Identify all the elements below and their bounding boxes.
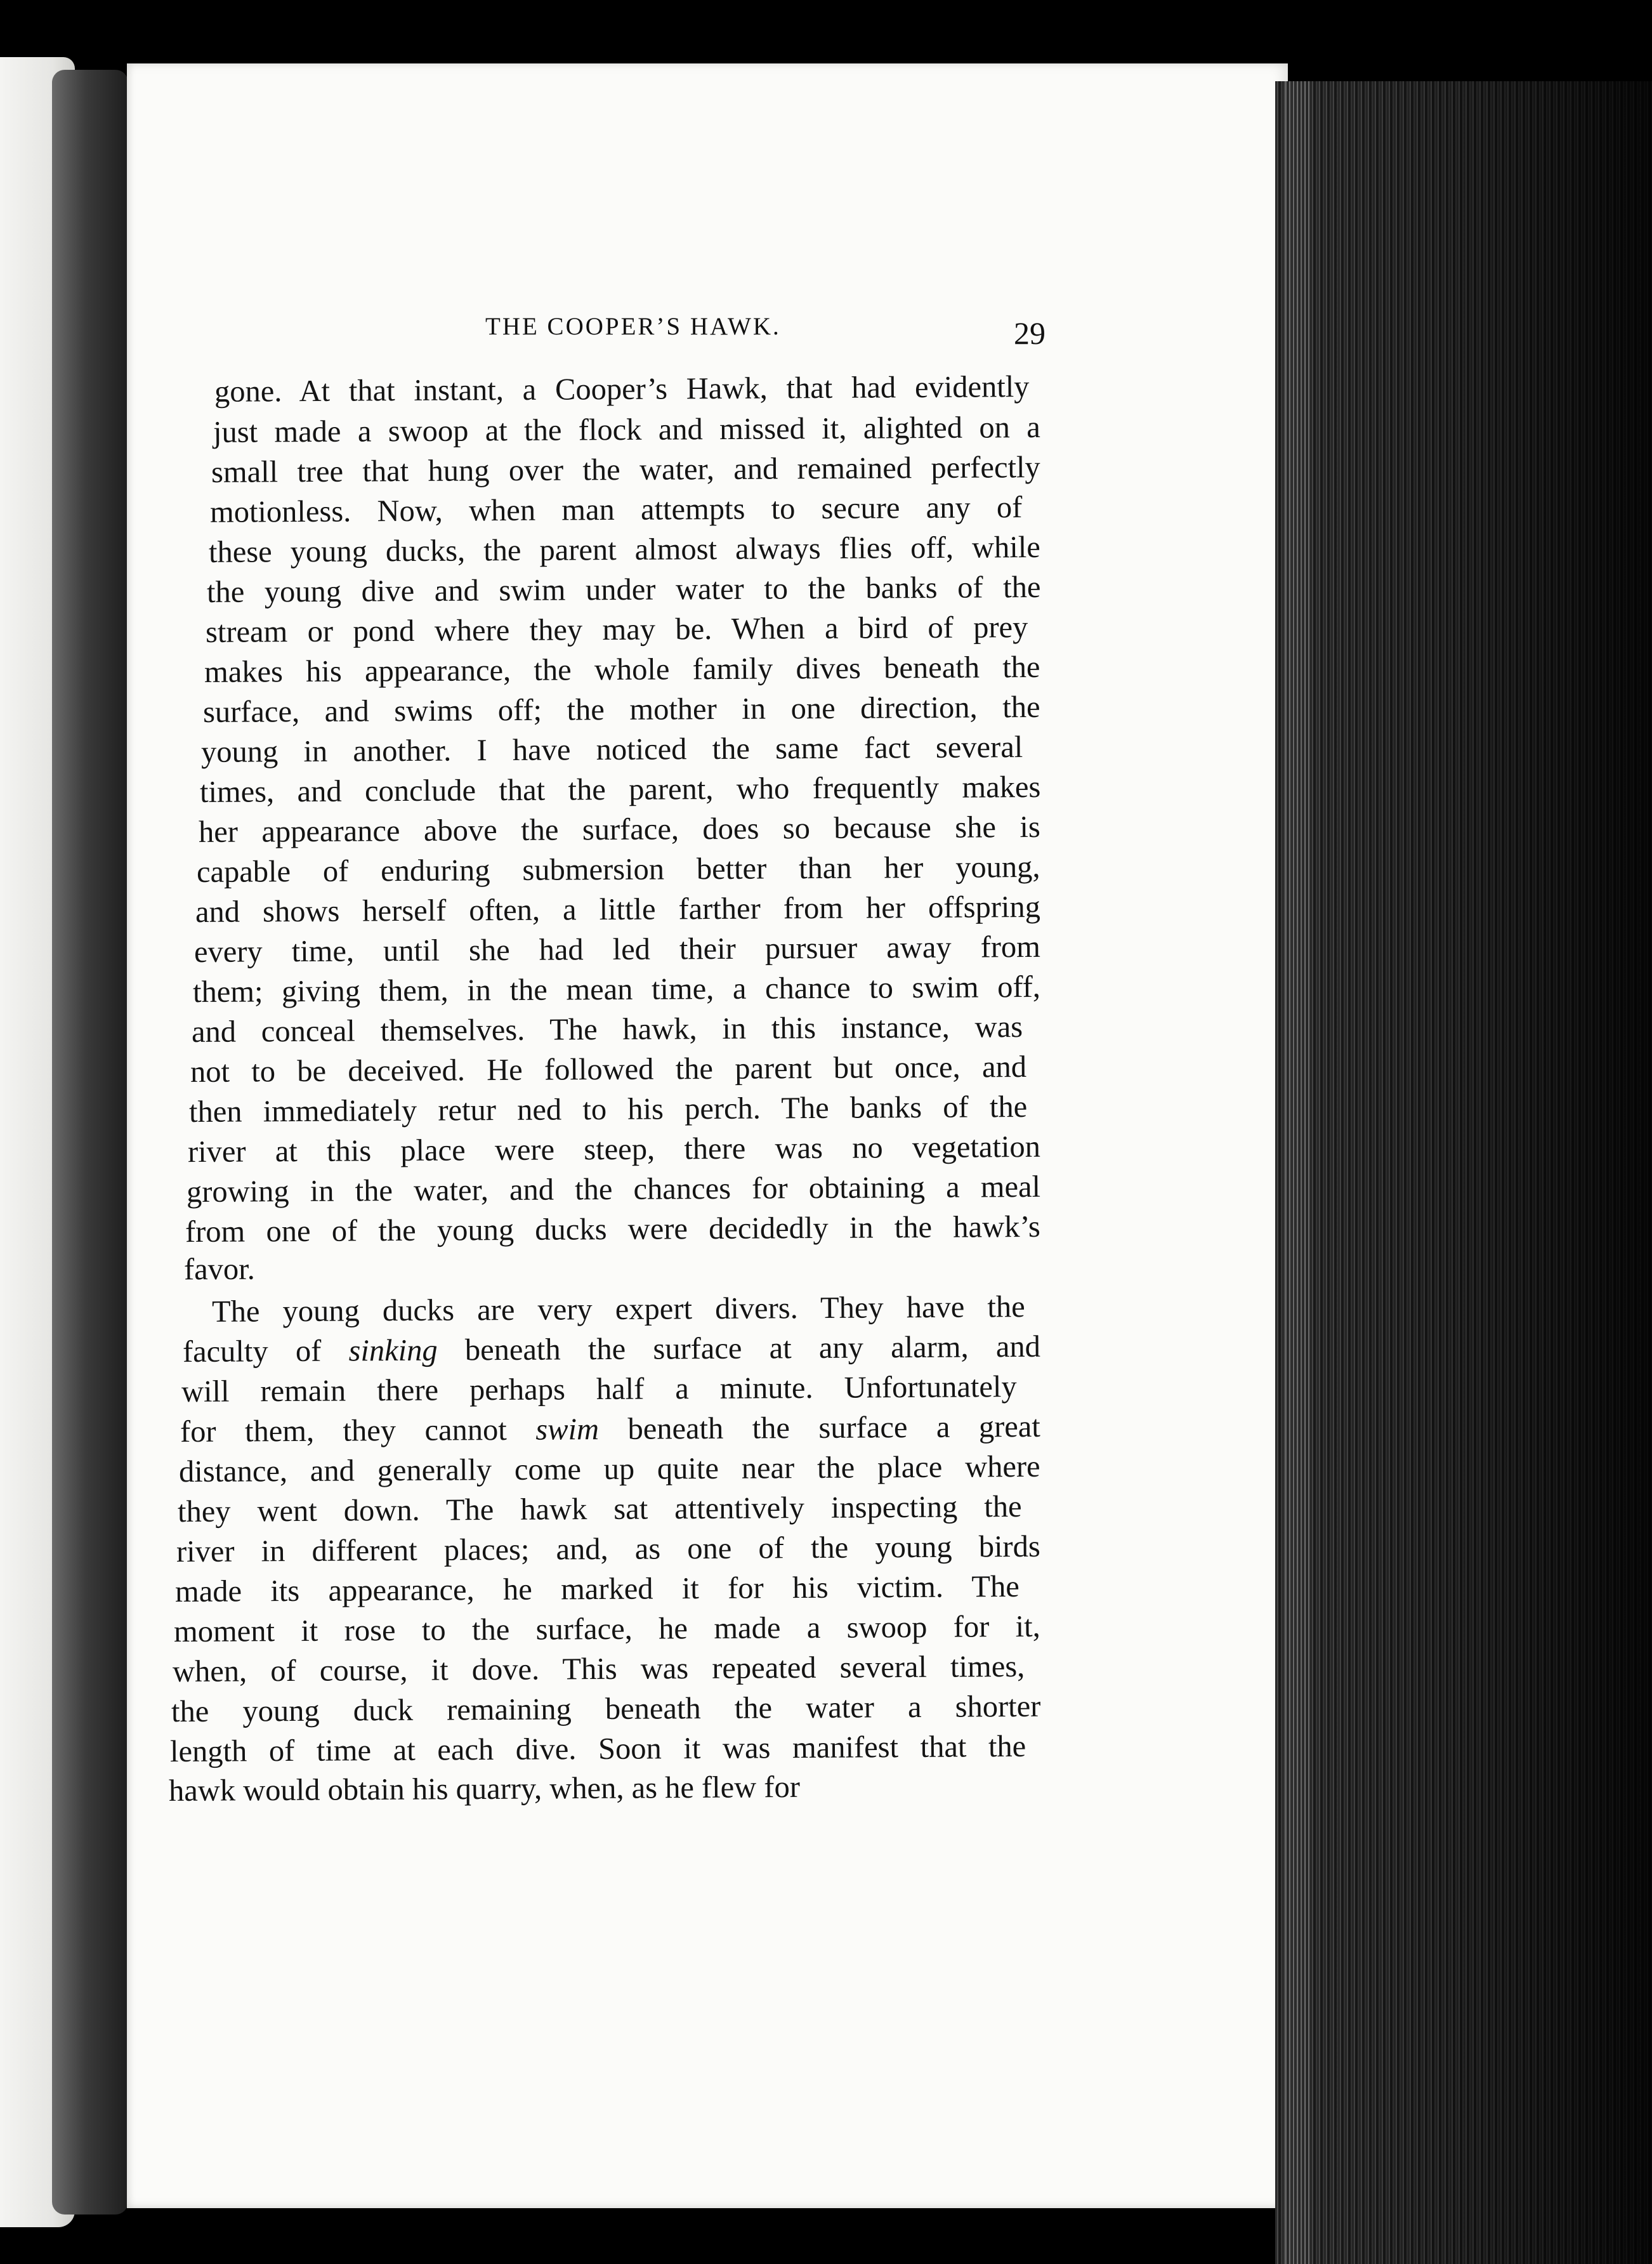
text-line: young in another. I have noticed the same fact several xyxy=(200,730,1023,769)
text-line: and conceal themselves. The hawk, in this instance, was xyxy=(191,1010,1023,1050)
text-line: motionless. Now, when man attempts to secure any of xyxy=(209,490,1023,529)
text-line: growing in the water, and the chances for obtaining a meal xyxy=(186,1169,1041,1209)
text-line: length of time at each dive. Soon it was manifest that the xyxy=(169,1729,1026,1769)
text-line: every time, until she had led their pursuer away from xyxy=(193,930,1041,970)
running-head: THE COOPER’S HAWK. xyxy=(485,313,781,340)
page-number: 29 xyxy=(1014,315,1046,351)
text-line: The young ducks are very expert divers. They have the xyxy=(211,1290,1025,1329)
text-line: them; giving them, in the mean time, a chance to swim off, xyxy=(192,970,1041,1010)
text-line: her appearance above the surface, does so because she is xyxy=(198,810,1040,850)
text-line: they went down. The hawk sat attentively inspecting the xyxy=(177,1489,1022,1529)
text-line: not to be deceived. He followed the parent but once, and xyxy=(190,1050,1027,1089)
text-line: river at this place were steep, there was no vegetation xyxy=(187,1129,1041,1169)
text-line: made its appearance, he marked it for his victim. The xyxy=(174,1569,1020,1609)
text-line: small tree that hung over the water, and remained perfectly xyxy=(211,451,1040,489)
text-line: just made a swoop at the flock and missed it, alighted on a xyxy=(213,411,1040,449)
text-run: beneath the surface a great xyxy=(598,1409,1040,1447)
text-line: will remain there perhaps half a minute. Unfortunately xyxy=(181,1369,1017,1409)
page-edges-shadow xyxy=(1275,81,1652,2264)
text-line: then immediately retur ned to his perch. The banks of the xyxy=(188,1089,1028,1129)
text-line: these young ducks, the parent almost always flies off, while xyxy=(208,530,1040,570)
book-gutter xyxy=(52,70,128,2215)
italic-word: swim xyxy=(535,1412,600,1447)
text-line: the young dive and swim under water to the banks of the xyxy=(206,570,1041,610)
text-line: moment it rose to the surface, he made a swoop for it, xyxy=(173,1609,1040,1649)
text-line: surface, and swims off; the mother in one direction, the xyxy=(202,690,1040,730)
text-line: distance, and generally come up quite near the place where xyxy=(178,1449,1040,1489)
text-line: the young duck remaining beneath the water a shorter xyxy=(171,1689,1041,1729)
text-line: times, and conclude that the parent, who frequently makes xyxy=(199,770,1041,810)
text-run: faculty of xyxy=(182,1334,349,1369)
text-line: from one of the young ducks were decidedly in the hawk’s xyxy=(185,1209,1040,1249)
text-line: favor. xyxy=(183,1252,255,1287)
text-line xyxy=(180,1409,1040,1449)
italic-word: sinking xyxy=(348,1333,438,1368)
text-line: capable of enduring submersion better than her young, xyxy=(196,850,1040,890)
text-line: gone. At that instant, a Cooper’s Hawk, that had evidently xyxy=(214,370,1030,409)
text-line: stream or pond where they may be. When a bird of prey xyxy=(205,610,1028,649)
text-line: river in different places; and, as one of the young birds xyxy=(176,1529,1040,1569)
text-line: makes his appearance, the whole family dives beneath the xyxy=(204,650,1040,690)
text-line: and shows herself often, a little farther from her offspring xyxy=(195,890,1041,930)
text-run: beneath the surface at any alarm, and xyxy=(437,1329,1041,1367)
text-run: for them, they cannot xyxy=(180,1412,536,1449)
text-line: hawk would obtain his quarry, when, as he flew for xyxy=(168,1770,801,1808)
text-line xyxy=(182,1329,1041,1369)
text-line: when, of course, it dove. This was repeated several times, xyxy=(172,1649,1025,1689)
